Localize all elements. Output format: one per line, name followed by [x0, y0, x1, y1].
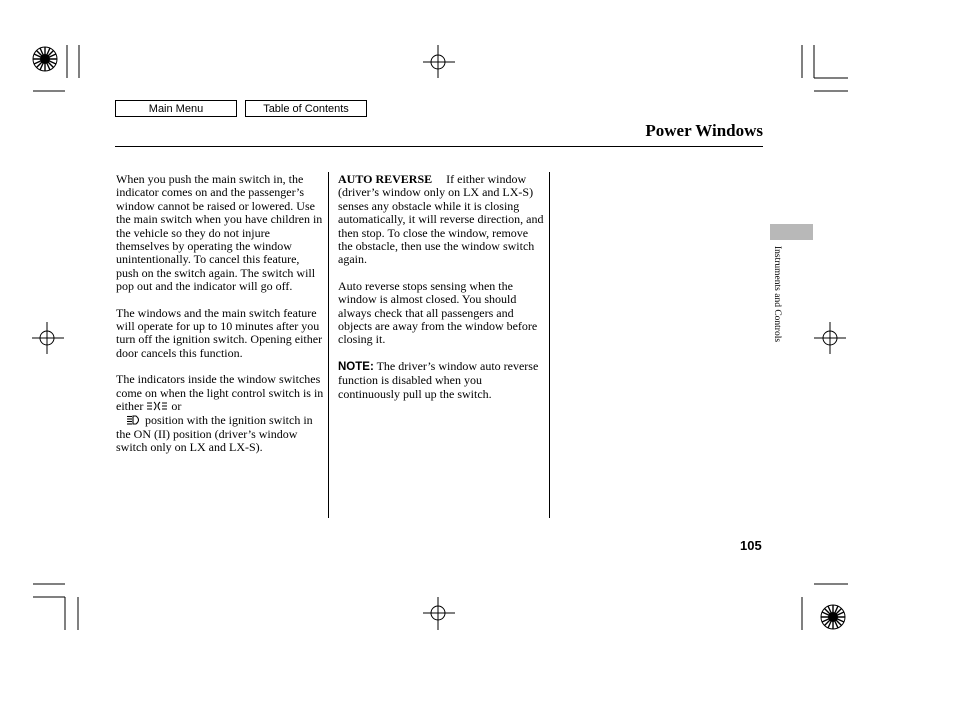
paragraph-note [338, 360, 544, 401]
indicators-or-text: or [171, 399, 182, 414]
text-column-middle [338, 173, 544, 414]
indicators-text-b: position with the ignition switch in the ON (II) position (driver’s window switch only on LX and LX-S). [116, 413, 313, 455]
indicators-text-a: The indicators inside the window switches come on when the light control switch is in either [116, 372, 324, 414]
auto-reverse-heading: AUTO REVERSE [338, 172, 433, 186]
section-tab-marker [770, 224, 813, 240]
paragraph-auto-reverse [338, 173, 544, 267]
paragraph-indicators [116, 373, 324, 455]
section-side-label: Instruments and Controls [772, 246, 782, 343]
paragraph-auto-reverse-stops: Auto reverse stops sensing when the window is almost closed. You should always check that all passengers and objects are away from the window before closing it. [338, 278, 538, 347]
auto-reverse-text: If either window (driver’s window only on LX and LX-S) senses any obstacle while it is closing automatically, it will reverse direction, and then stop. To close the window, remove the obstacle, then use the window switch again. [338, 172, 544, 267]
headlights-icon [126, 415, 142, 428]
column-divider [328, 172, 329, 518]
column-divider [549, 172, 550, 518]
paragraph-timer: The windows and the main switch feature will operate for up to 10 minutes after you turn off the ignition switch. Opening either door cancels this function. [116, 305, 323, 360]
parking-lights-icon [146, 401, 168, 414]
note-text: The driver’s window auto reverse function is disabled when you continuously pull up the switch. [338, 358, 539, 401]
main-menu-button[interactable]: Main Menu [115, 100, 237, 117]
note-label: NOTE: [338, 360, 374, 373]
paragraph-main-switch: When you push the main switch in, the indicator comes on and the passenger’s window cannot be raised or lowered. Use the main switch when you have children in the vehicle so they do not injure themselves by operating the window unintentionally. To cancel this feature, push on the switch again. The switch will pop out and the indicator will go off. [116, 172, 323, 294]
title-rule [115, 146, 763, 147]
page-title: Power Windows [645, 121, 763, 140]
page-number: 105 [740, 538, 762, 553]
text-column-left [116, 173, 324, 468]
table-of-contents-button[interactable]: Table of Contents [245, 100, 367, 117]
